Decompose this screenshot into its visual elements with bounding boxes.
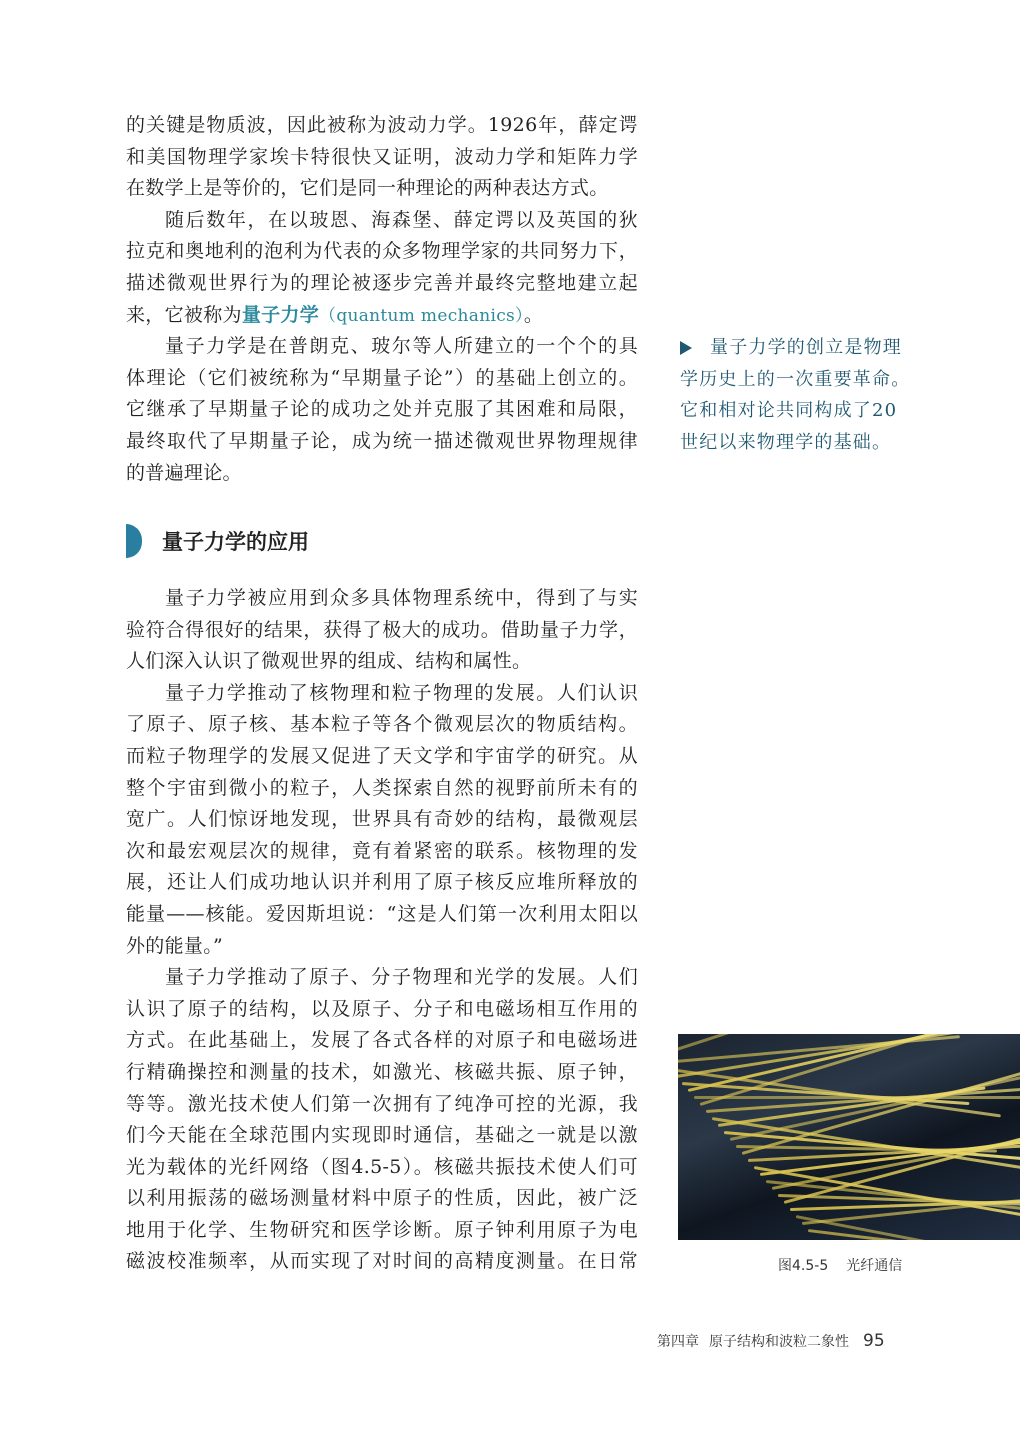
chapter-title: 原子结构和波粒二象性 bbox=[709, 1334, 849, 1350]
text-line: 等等。激光技术使人们第一次拥有了纯净可控的光源，我 bbox=[126, 1092, 638, 1115]
text-line: 量子力学推动了核物理和粒子物理的发展。人们认识 bbox=[165, 681, 638, 704]
text-segment: 来，它被称为 bbox=[126, 303, 242, 326]
figure-title: 光纤通信 bbox=[846, 1258, 903, 1274]
text-line: 外的能量。” bbox=[126, 934, 224, 957]
text-line: 了原子、原子核、基本粒子等各个微观层次的物质结构。 bbox=[126, 713, 638, 736]
text-line: 随后数年，在以玻恩、海森堡、薛定谔以及英国的狄 bbox=[165, 208, 638, 231]
page-number: 95 bbox=[863, 1331, 885, 1351]
text-line: 整个宇宙到微小的粒子，人类探索自然的视野前所未有的 bbox=[126, 776, 638, 799]
text-line: 而粒子物理学的发展又促进了天文学和宇宙学的研究。从 bbox=[126, 744, 638, 767]
heading-text: 量子力学的应用 bbox=[162, 530, 309, 554]
page-footer bbox=[657, 1331, 885, 1351]
text-line: 的普遍理论。 bbox=[126, 461, 242, 484]
text-line: 的关键是物质波，因此被称为波动力学。1926年，薛定谔 bbox=[126, 114, 638, 136]
text-line: 描述微观世界行为的理论被逐步完善并最终完整地建立起 bbox=[126, 271, 638, 294]
sidenote-line: 它和相对论共同构成了20 bbox=[680, 400, 898, 422]
triangle-bullet-icon bbox=[680, 341, 692, 355]
fiber-optic-photo bbox=[678, 1034, 1020, 1240]
sidenote-line: 世纪以来物理学的基础。 bbox=[680, 431, 892, 453]
text-line: 和美国物理学家埃卡特很快又证明，波动力学和矩阵力学 bbox=[126, 145, 638, 168]
text-line: 体理论（它们被统称为“早期量子论”）的基础上创立的。 bbox=[126, 366, 638, 389]
text-line: 方式。在此基础上，发展了各式各样的对原子和电磁场进 bbox=[126, 1029, 638, 1052]
text-line: 们今天能在全球范围内实现即时通信，基础之一就是以激 bbox=[126, 1124, 638, 1147]
figure-number: 图4.5-5 bbox=[778, 1258, 829, 1274]
text-line: 验符合得很好的结果，获得了极大的成功。借助量子力学， bbox=[126, 618, 638, 641]
main-text-column-2 bbox=[126, 583, 638, 1278]
text-line: 能量——核能。爱因斯坦说：“这是人们第一次利用太阳以 bbox=[126, 902, 638, 925]
key-term: 量子力学 bbox=[241, 303, 320, 326]
text-line: 光为载体的光纤网络（图4.5-5）。核磁共振技术使人们可 bbox=[126, 1155, 638, 1178]
text-line: 人们深入认识了微观世界的组成、结构和属性。 bbox=[126, 650, 532, 673]
text-line: 拉克和奥地利的泡利为代表的众多物理学家的共同努力下， bbox=[126, 240, 638, 263]
text-line bbox=[126, 300, 638, 332]
fiber-strand bbox=[688, 1034, 1005, 1092]
text-line: 量子力学推动了原子、分子物理和光学的发展。人们 bbox=[165, 966, 638, 989]
chapter-number: 第四章 bbox=[657, 1334, 699, 1350]
text-line: 宽广。人们惊讶地发现，世界具有奇妙的结构，最微观层 bbox=[126, 808, 638, 831]
text-line: 行精确操控和测量的技术，如激光、核磁共振、原子钟， bbox=[126, 1060, 638, 1083]
sidenote bbox=[680, 332, 910, 458]
figure-caption bbox=[778, 1255, 902, 1275]
text-line: 量子力学是在普朗克、玻尔等人所建立的一个个的具 bbox=[165, 335, 638, 358]
section-heading bbox=[126, 524, 309, 558]
text-line: 认识了原子的结构，以及原子、分子和电磁场相互作用的 bbox=[126, 997, 638, 1020]
text-line: 以利用振荡的磁场测量材料中原子的性质，因此，被广泛 bbox=[126, 1187, 638, 1210]
key-term-english: （quantum mechanics） bbox=[319, 305, 524, 326]
main-text-column bbox=[126, 110, 638, 489]
heading-marker-icon bbox=[126, 524, 142, 558]
text-line: 磁波校准频率，从而实现了对时间的高精度测量。在日常 bbox=[126, 1250, 638, 1273]
sidenote-line: 学历史上的一次重要革命。 bbox=[680, 368, 911, 390]
text-line: 它继承了早期量子论的成功之处并克服了其困难和局限， bbox=[126, 398, 638, 421]
text-line: 量子力学被应用到众多具体物理系统中，得到了与实 bbox=[165, 587, 638, 609]
text-line: 地用于化学、生物研究和医学诊断。原子钟利用原子为电 bbox=[126, 1218, 638, 1241]
text-line: 最终取代了早期量子论，成为统一描述微观世界物理规律 bbox=[126, 429, 638, 452]
text-line: 展，还让人们成功地认识并利用了原子核反应堆所释放的 bbox=[126, 871, 638, 894]
sidenote-line: 量子力学的创立是物理 bbox=[710, 337, 902, 358]
text-line: 次和最宏观层次的规律，竟有着紧密的联系。核物理的发 bbox=[126, 839, 638, 862]
text-line: 在数学上是等价的，它们是同一种理论的两种表达方式。 bbox=[126, 177, 609, 200]
text-segment: 。 bbox=[523, 303, 544, 326]
